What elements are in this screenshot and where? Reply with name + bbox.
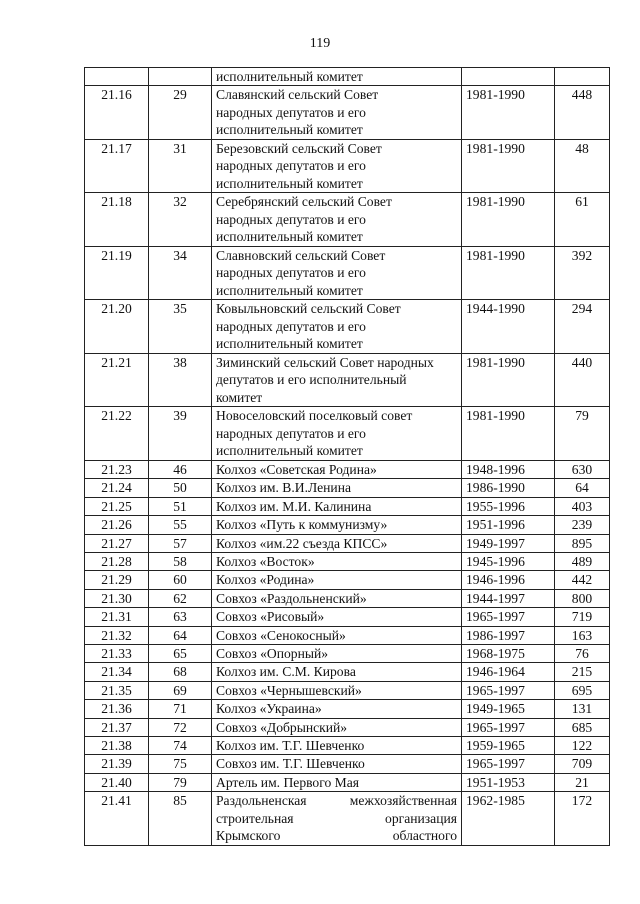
- fund-name-cell: [212, 479, 462, 497]
- fund-name-line: Раздольненская межхозяйственная: [216, 793, 457, 809]
- row-number-cell: 21.16: [85, 86, 149, 140]
- row-number-cell: 21.21: [85, 353, 149, 407]
- table-row: [85, 534, 610, 552]
- fund-name-cell: [212, 246, 462, 300]
- fund-name-line: Колхоз «Восток»: [216, 553, 315, 569]
- fund-name-line: Артель им. Первого Мая: [216, 774, 360, 790]
- years-cell: 1962-1985: [462, 792, 555, 846]
- fund-name-line: народных депутатов и его: [216, 104, 366, 120]
- count-cell: 442: [555, 571, 610, 589]
- table-row: [85, 300, 610, 354]
- fund-number-cell: 60: [149, 571, 212, 589]
- table-row: [85, 193, 610, 247]
- row-number-cell: 21.30: [85, 589, 149, 607]
- fund-number-cell: 57: [149, 534, 212, 552]
- fund-number-cell: 35: [149, 300, 212, 354]
- fund-name-cell: [212, 516, 462, 534]
- fund-number-cell: 74: [149, 737, 212, 755]
- table-row: [85, 663, 610, 681]
- count-cell: 685: [555, 718, 610, 736]
- fund-name-line: Серебрянский сельский Совет: [216, 194, 392, 210]
- fund-number-cell: 51: [149, 497, 212, 515]
- years-cell: 1968-1975: [462, 644, 555, 662]
- fund-number-cell: 38: [149, 353, 212, 407]
- row-number-cell: 21.27: [85, 534, 149, 552]
- table-row: [85, 246, 610, 300]
- row-number-cell: 21.20: [85, 300, 149, 354]
- fund-name-line: Новоселовский поселковый совет: [216, 408, 413, 424]
- fund-number-cell: 29: [149, 86, 212, 140]
- table-row: [85, 773, 610, 791]
- fund-name-cell: [212, 681, 462, 699]
- table-row: [85, 516, 610, 534]
- row-number-cell: 21.29: [85, 571, 149, 589]
- fund-name-cell: [212, 139, 462, 193]
- count-cell: 448: [555, 86, 610, 140]
- fund-name-line: Совхоз «Раздольненский»: [216, 590, 367, 606]
- fund-number-cell: 50: [149, 479, 212, 497]
- years-cell: 1981-1990: [462, 139, 555, 193]
- years-cell: 1955-1996: [462, 497, 555, 515]
- fund-number-cell: 31: [149, 139, 212, 193]
- table-row: [85, 552, 610, 570]
- years-cell: 1951-1996: [462, 516, 555, 534]
- fund-name-line: Ковыльновский сельский Совет: [216, 301, 401, 317]
- fund-name-cell: [212, 86, 462, 140]
- row-number-cell: 21.33: [85, 644, 149, 662]
- years-cell: [462, 68, 555, 86]
- fund-name-line: Колхоз «им.22 съезда КПСС»: [216, 535, 388, 551]
- table-row: [85, 353, 610, 407]
- count-cell: 61: [555, 193, 610, 247]
- years-cell: 1946-1964: [462, 663, 555, 681]
- fund-name-line: исполнительный комитет: [216, 122, 363, 138]
- fund-name-cell: [212, 626, 462, 644]
- fund-name-cell: [212, 589, 462, 607]
- table-row: [85, 644, 610, 662]
- years-cell: 1981-1990: [462, 407, 555, 461]
- row-number-cell: [85, 68, 149, 86]
- years-cell: 1948-1996: [462, 460, 555, 478]
- count-cell: 48: [555, 139, 610, 193]
- row-number-cell: 21.22: [85, 407, 149, 461]
- fund-name-line: Крымского областного: [216, 828, 457, 844]
- fund-name-cell: [212, 737, 462, 755]
- fund-name-line: исполнительный комитет: [216, 175, 363, 191]
- fund-name-line: Колхоз им. С.М. Кирова: [216, 664, 356, 680]
- count-cell: 172: [555, 792, 610, 846]
- table-row: [85, 737, 610, 755]
- years-cell: 1981-1990: [462, 86, 555, 140]
- fund-number-cell: 39: [149, 407, 212, 461]
- years-cell: 1965-1997: [462, 681, 555, 699]
- count-cell: 440: [555, 353, 610, 407]
- count-cell: 709: [555, 755, 610, 773]
- fund-name-line: Березовский сельский Совет: [216, 140, 382, 156]
- fund-name-line: Совхоз «Рисовый»: [216, 609, 325, 625]
- fund-name-cell: исполнительный комитет: [212, 68, 462, 86]
- years-cell: 1944-1997: [462, 589, 555, 607]
- row-number-cell: 21.40: [85, 773, 149, 791]
- row-number-cell: 21.23: [85, 460, 149, 478]
- count-cell: 64: [555, 479, 610, 497]
- years-cell: 1951-1953: [462, 773, 555, 791]
- table-row: [85, 571, 610, 589]
- row-number-cell: 21.41: [85, 792, 149, 846]
- fund-name-line: Колхоз «Советская Родина»: [216, 461, 377, 477]
- row-number-cell: 21.38: [85, 737, 149, 755]
- archive-fund-table: [84, 67, 610, 846]
- count-cell: 163: [555, 626, 610, 644]
- years-cell: 1944-1990: [462, 300, 555, 354]
- fund-name-line: депутатов и его исполнительный: [216, 372, 407, 388]
- row-number-cell: 21.34: [85, 663, 149, 681]
- count-cell: 122: [555, 737, 610, 755]
- fund-name-line: Славянский сельский Совет: [216, 87, 379, 103]
- row-number-cell: 21.18: [85, 193, 149, 247]
- count-cell: 895: [555, 534, 610, 552]
- fund-name-line: Зиминский сельский Совет народных: [216, 354, 434, 370]
- fund-name-line: Колхоз им. М.И. Калинина: [216, 498, 372, 514]
- fund-number-cell: 79: [149, 773, 212, 791]
- years-cell: 1946-1996: [462, 571, 555, 589]
- count-cell: 392: [555, 246, 610, 300]
- fund-name-cell: [212, 644, 462, 662]
- fund-number-cell: 68: [149, 663, 212, 681]
- fund-name-line: Колхоз «Путь к коммунизму»: [216, 517, 388, 533]
- table-row: [85, 626, 610, 644]
- fund-name-cell: [212, 608, 462, 626]
- fund-name-line: Колхоз им. В.И.Ленина: [216, 480, 352, 496]
- table-body: [85, 68, 610, 846]
- fund-name-cell: [212, 663, 462, 681]
- years-cell: 1986-1990: [462, 479, 555, 497]
- years-cell: 1965-1997: [462, 608, 555, 626]
- table-row: [85, 479, 610, 497]
- table-row: [85, 497, 610, 515]
- fund-name-line: комитет: [216, 389, 263, 405]
- fund-number-cell: 62: [149, 589, 212, 607]
- row-number-cell: 21.26: [85, 516, 149, 534]
- years-cell: 1965-1997: [462, 755, 555, 773]
- table-row: [85, 407, 610, 461]
- row-number-cell: 21.39: [85, 755, 149, 773]
- fund-name-cell: [212, 407, 462, 461]
- count-cell: 719: [555, 608, 610, 626]
- fund-name-line: исполнительный комитет: [216, 229, 363, 245]
- fund-name-cell: [212, 534, 462, 552]
- fund-name-line: Совхоз «Добрынский»: [216, 719, 348, 735]
- years-cell: 1965-1997: [462, 718, 555, 736]
- fund-number-cell: 65: [149, 644, 212, 662]
- row-number-cell: 21.25: [85, 497, 149, 515]
- page-number: 119: [309, 36, 331, 51]
- table-row: [85, 460, 610, 478]
- fund-number-cell: 32: [149, 193, 212, 247]
- row-number-cell: 21.19: [85, 246, 149, 300]
- fund-name-line: строительная организация: [216, 810, 457, 826]
- count-cell: 239: [555, 516, 610, 534]
- fund-name-cell: [212, 497, 462, 515]
- row-number-cell: 21.24: [85, 479, 149, 497]
- fund-name-cell: [212, 460, 462, 478]
- count-cell: 403: [555, 497, 610, 515]
- fund-number-cell: 34: [149, 246, 212, 300]
- fund-name-line: Совхоз «Сенокосный»: [216, 627, 346, 643]
- table-row: [85, 700, 610, 718]
- table-row: [85, 139, 610, 193]
- row-number-cell: 21.36: [85, 700, 149, 718]
- row-number-cell: 21.35: [85, 681, 149, 699]
- fund-number-cell: 46: [149, 460, 212, 478]
- table-row-continuation: [85, 68, 610, 86]
- fund-name-cell: [212, 193, 462, 247]
- fund-name-line: Колхоз «Родина»: [216, 572, 315, 588]
- fund-name-cell: [212, 552, 462, 570]
- years-cell: 1945-1996: [462, 552, 555, 570]
- count-cell: 695: [555, 681, 610, 699]
- fund-name-line: Совхоз «Чернышевский»: [216, 682, 362, 698]
- row-number-cell: 21.32: [85, 626, 149, 644]
- fund-name-line: народных депутатов и его: [216, 425, 366, 441]
- fund-name-cell: [212, 571, 462, 589]
- fund-name-cell: [212, 700, 462, 718]
- fund-number-cell: 71: [149, 700, 212, 718]
- count-cell: 131: [555, 700, 610, 718]
- fund-name-cell: [212, 718, 462, 736]
- count-cell: 76: [555, 644, 610, 662]
- count-cell: 630: [555, 460, 610, 478]
- fund-number-cell: 55: [149, 516, 212, 534]
- fund-number-cell: 72: [149, 718, 212, 736]
- table-row: [85, 86, 610, 140]
- fund-name-line: народных депутатов и его: [216, 265, 366, 281]
- fund-name-line: Совхоз «Опорный»: [216, 645, 329, 661]
- table-row: [85, 792, 610, 846]
- count-cell: 800: [555, 589, 610, 607]
- fund-number-cell: 63: [149, 608, 212, 626]
- fund-number-cell: 69: [149, 681, 212, 699]
- count-cell: 21: [555, 773, 610, 791]
- fund-name-line: исполнительный комитет: [216, 443, 363, 459]
- count-cell: 294: [555, 300, 610, 354]
- fund-name-line: Колхоз им. Т.Г. Шевченко: [216, 738, 365, 753]
- fund-name-line: Колхоз «Украина»: [216, 701, 322, 717]
- fund-name-line: народных депутатов и его: [216, 318, 366, 334]
- fund-name-line: исполнительный комитет: [216, 282, 363, 298]
- table-row: [85, 681, 610, 699]
- fund-name-line: народных депутатов и его: [216, 158, 366, 174]
- fund-number-cell: 85: [149, 792, 212, 846]
- fund-name-line: исполнительный комитет: [216, 336, 363, 352]
- fund-name-cell: [212, 792, 462, 846]
- fund-name-cell: [212, 773, 462, 791]
- years-cell: 1986-1997: [462, 626, 555, 644]
- years-cell: 1981-1990: [462, 353, 555, 407]
- years-cell: 1949-1997: [462, 534, 555, 552]
- count-cell: 215: [555, 663, 610, 681]
- count-cell: 79: [555, 407, 610, 461]
- fund-number-cell: 64: [149, 626, 212, 644]
- years-cell: 1981-1990: [462, 246, 555, 300]
- table-row: [85, 589, 610, 607]
- fund-name-cell: [212, 755, 462, 773]
- years-cell: 1949-1965: [462, 700, 555, 718]
- fund-name-line: народных депутатов и его: [216, 211, 366, 227]
- fund-name-line: Совхоз им. Т.Г. Шевченко: [216, 756, 365, 772]
- fund-number-cell: 58: [149, 552, 212, 570]
- fund-number-cell: [149, 68, 212, 86]
- fund-name-cell: [212, 300, 462, 354]
- count-cell: [555, 68, 610, 86]
- table-row: [85, 755, 610, 773]
- years-cell: 1959-1965: [462, 737, 555, 755]
- row-number-cell: 21.28: [85, 552, 149, 570]
- years-cell: 1981-1990: [462, 193, 555, 247]
- fund-name-line: Славновский сельский Совет: [216, 247, 386, 263]
- fund-name-cell: [212, 353, 462, 407]
- row-number-cell: 21.37: [85, 718, 149, 736]
- table-row: [85, 718, 610, 736]
- row-number-cell: 21.17: [85, 139, 149, 193]
- row-number-cell: 21.31: [85, 608, 149, 626]
- count-cell: 489: [555, 552, 610, 570]
- table-row: [85, 608, 610, 626]
- fund-number-cell: 75: [149, 755, 212, 773]
